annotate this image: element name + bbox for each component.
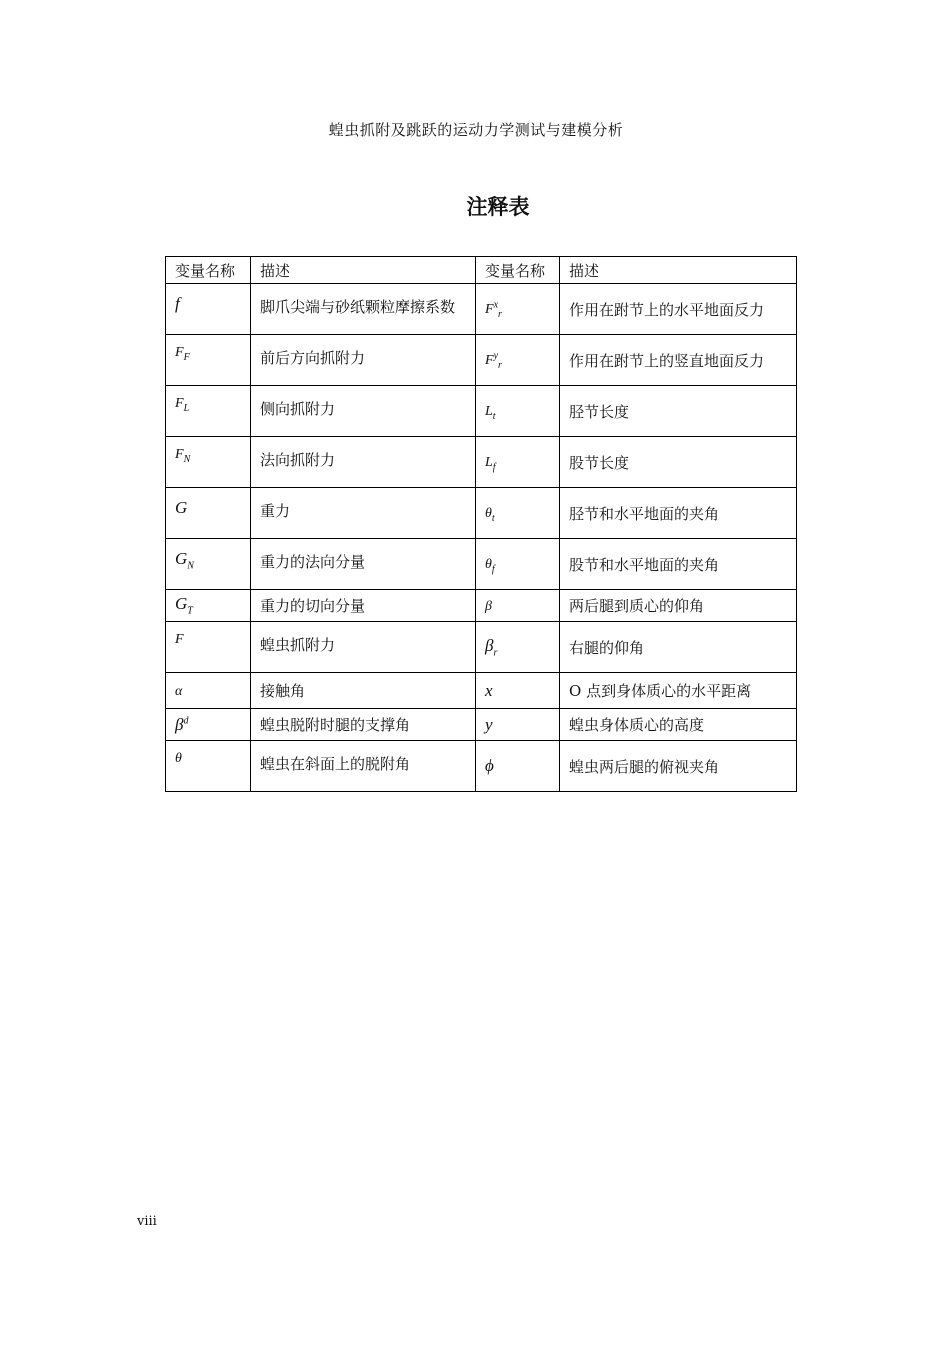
- description-cell: [251, 673, 476, 709]
- symbol-cell: [166, 709, 251, 741]
- description: 蝗虫两后腿的俯视夹角: [569, 757, 720, 776]
- description-cell: [251, 590, 476, 622]
- table-row: [166, 539, 797, 590]
- description-cell: [251, 335, 476, 386]
- table-row: [166, 437, 797, 488]
- symbol-cell: [476, 709, 560, 741]
- table-row: [166, 335, 797, 386]
- page-number: viii: [137, 1214, 157, 1229]
- column-header: 描述: [251, 257, 476, 284]
- description-cell: [560, 335, 797, 386]
- description-cell: [560, 284, 797, 335]
- symbol-cell: [166, 673, 251, 709]
- symbol-cell: [166, 539, 251, 590]
- symbol: $\theta_f$: [485, 556, 495, 575]
- symbol-cell: [476, 488, 560, 539]
- description-cell: [251, 741, 476, 792]
- column-header: 变量名称: [476, 257, 560, 284]
- symbol-cell: [166, 386, 251, 437]
- description-cell: [560, 437, 797, 488]
- description: 蝗虫抓附力: [260, 636, 336, 654]
- description: 重力的法向分量: [260, 553, 366, 571]
- running-header: 蝗虫抓附及跳跃的运动力学测试与建模分析: [328, 121, 624, 139]
- description-cell: [560, 741, 797, 792]
- description-cell: [560, 673, 797, 709]
- symbol: ϕ: [485, 756, 494, 775]
- symbol: $\theta_t$: [485, 505, 495, 524]
- description: 股节长度: [569, 453, 630, 472]
- symbol: $\beta^d$: [175, 714, 189, 734]
- symbol: F: [175, 632, 184, 647]
- symbol-cell: [476, 622, 560, 673]
- symbol-cell: [476, 335, 560, 386]
- table-row: [166, 741, 797, 792]
- description: 股节和水平地面的夹角: [569, 555, 720, 574]
- table-row: [166, 284, 797, 335]
- symbol-cell: [476, 673, 560, 709]
- symbol: θ: [175, 751, 182, 766]
- notation-table: [165, 256, 797, 792]
- symbol: β: [485, 599, 492, 614]
- description: 右腿的仰角: [569, 638, 645, 657]
- description: 重力的切向分量: [260, 597, 366, 615]
- symbol: x: [485, 680, 493, 700]
- table-header-row: [166, 257, 797, 284]
- description: 作用在跗节上的竖直地面反力: [569, 351, 765, 370]
- symbol-cell: [476, 386, 560, 437]
- symbol: $G_T$: [175, 594, 193, 617]
- symbol: f: [175, 294, 180, 313]
- description: O 点到身体质心的水平距离: [569, 682, 752, 700]
- description: 接触角: [260, 682, 306, 700]
- table-row: [166, 488, 797, 539]
- symbol: y: [485, 714, 493, 734]
- symbol: $F_N$: [175, 447, 191, 465]
- symbol: $L_t$: [485, 403, 496, 422]
- description: 蝗虫身体质心的高度: [569, 716, 705, 734]
- table-row: [166, 622, 797, 673]
- symbol-cell: [166, 622, 251, 673]
- symbol-cell: [476, 437, 560, 488]
- table-row: [166, 709, 797, 741]
- symbol-cell: [476, 284, 560, 335]
- symbol-cell: [166, 488, 251, 539]
- description: 作用在跗节上的水平地面反力: [569, 300, 765, 319]
- symbol: $F^x_r$: [485, 298, 502, 320]
- table-row: [166, 590, 797, 622]
- page-title: 注释表: [466, 195, 530, 219]
- symbol-cell: [166, 741, 251, 792]
- description-cell: [560, 386, 797, 437]
- description: 蝗虫在斜面上的脱附角: [260, 755, 411, 773]
- symbol: $G_N$: [175, 549, 194, 572]
- description-cell: [251, 284, 476, 335]
- description-cell: [251, 386, 476, 437]
- symbol-cell: [476, 590, 560, 622]
- symbol-cell: [476, 741, 560, 792]
- description-cell: [560, 622, 797, 673]
- description: 胫节长度: [569, 402, 630, 421]
- column-header: 变量名称: [166, 257, 251, 284]
- symbol: α: [175, 684, 183, 699]
- description: 脚爪尖端与砂纸颗粒摩擦系数: [260, 298, 456, 316]
- description: 胫节和水平地面的夹角: [569, 504, 720, 523]
- symbol-cell: [166, 437, 251, 488]
- symbol: $F_F$: [175, 345, 190, 363]
- symbol-cell: [476, 539, 560, 590]
- description: 两后腿到质心的仰角: [569, 597, 705, 615]
- description: 法向抓附力: [260, 451, 336, 469]
- column-header: 描述: [560, 257, 797, 284]
- symbol-cell: [166, 284, 251, 335]
- symbol-cell: [166, 335, 251, 386]
- symbol: $\beta_r$: [485, 635, 498, 659]
- description-cell: [251, 709, 476, 741]
- description-cell: [251, 488, 476, 539]
- description: 重力: [260, 502, 291, 520]
- description-cell: [560, 590, 797, 622]
- description-cell: [560, 709, 797, 741]
- description-cell: [251, 539, 476, 590]
- description-cell: [251, 437, 476, 488]
- description-cell: [560, 539, 797, 590]
- symbol: G: [175, 498, 188, 517]
- description: 蝗虫脱附时腿的支撑角: [260, 716, 411, 734]
- table-row: [166, 673, 797, 709]
- symbol: $F^y_r$: [485, 349, 502, 371]
- description: 侧向抓附力: [260, 400, 336, 418]
- description-cell: [560, 488, 797, 539]
- symbol: $F_L$: [175, 396, 190, 414]
- description-cell: [251, 622, 476, 673]
- symbol-cell: [166, 590, 251, 622]
- table-row: [166, 386, 797, 437]
- description: 前后方向抓附力: [260, 349, 366, 367]
- symbol: $L_f$: [485, 454, 496, 473]
